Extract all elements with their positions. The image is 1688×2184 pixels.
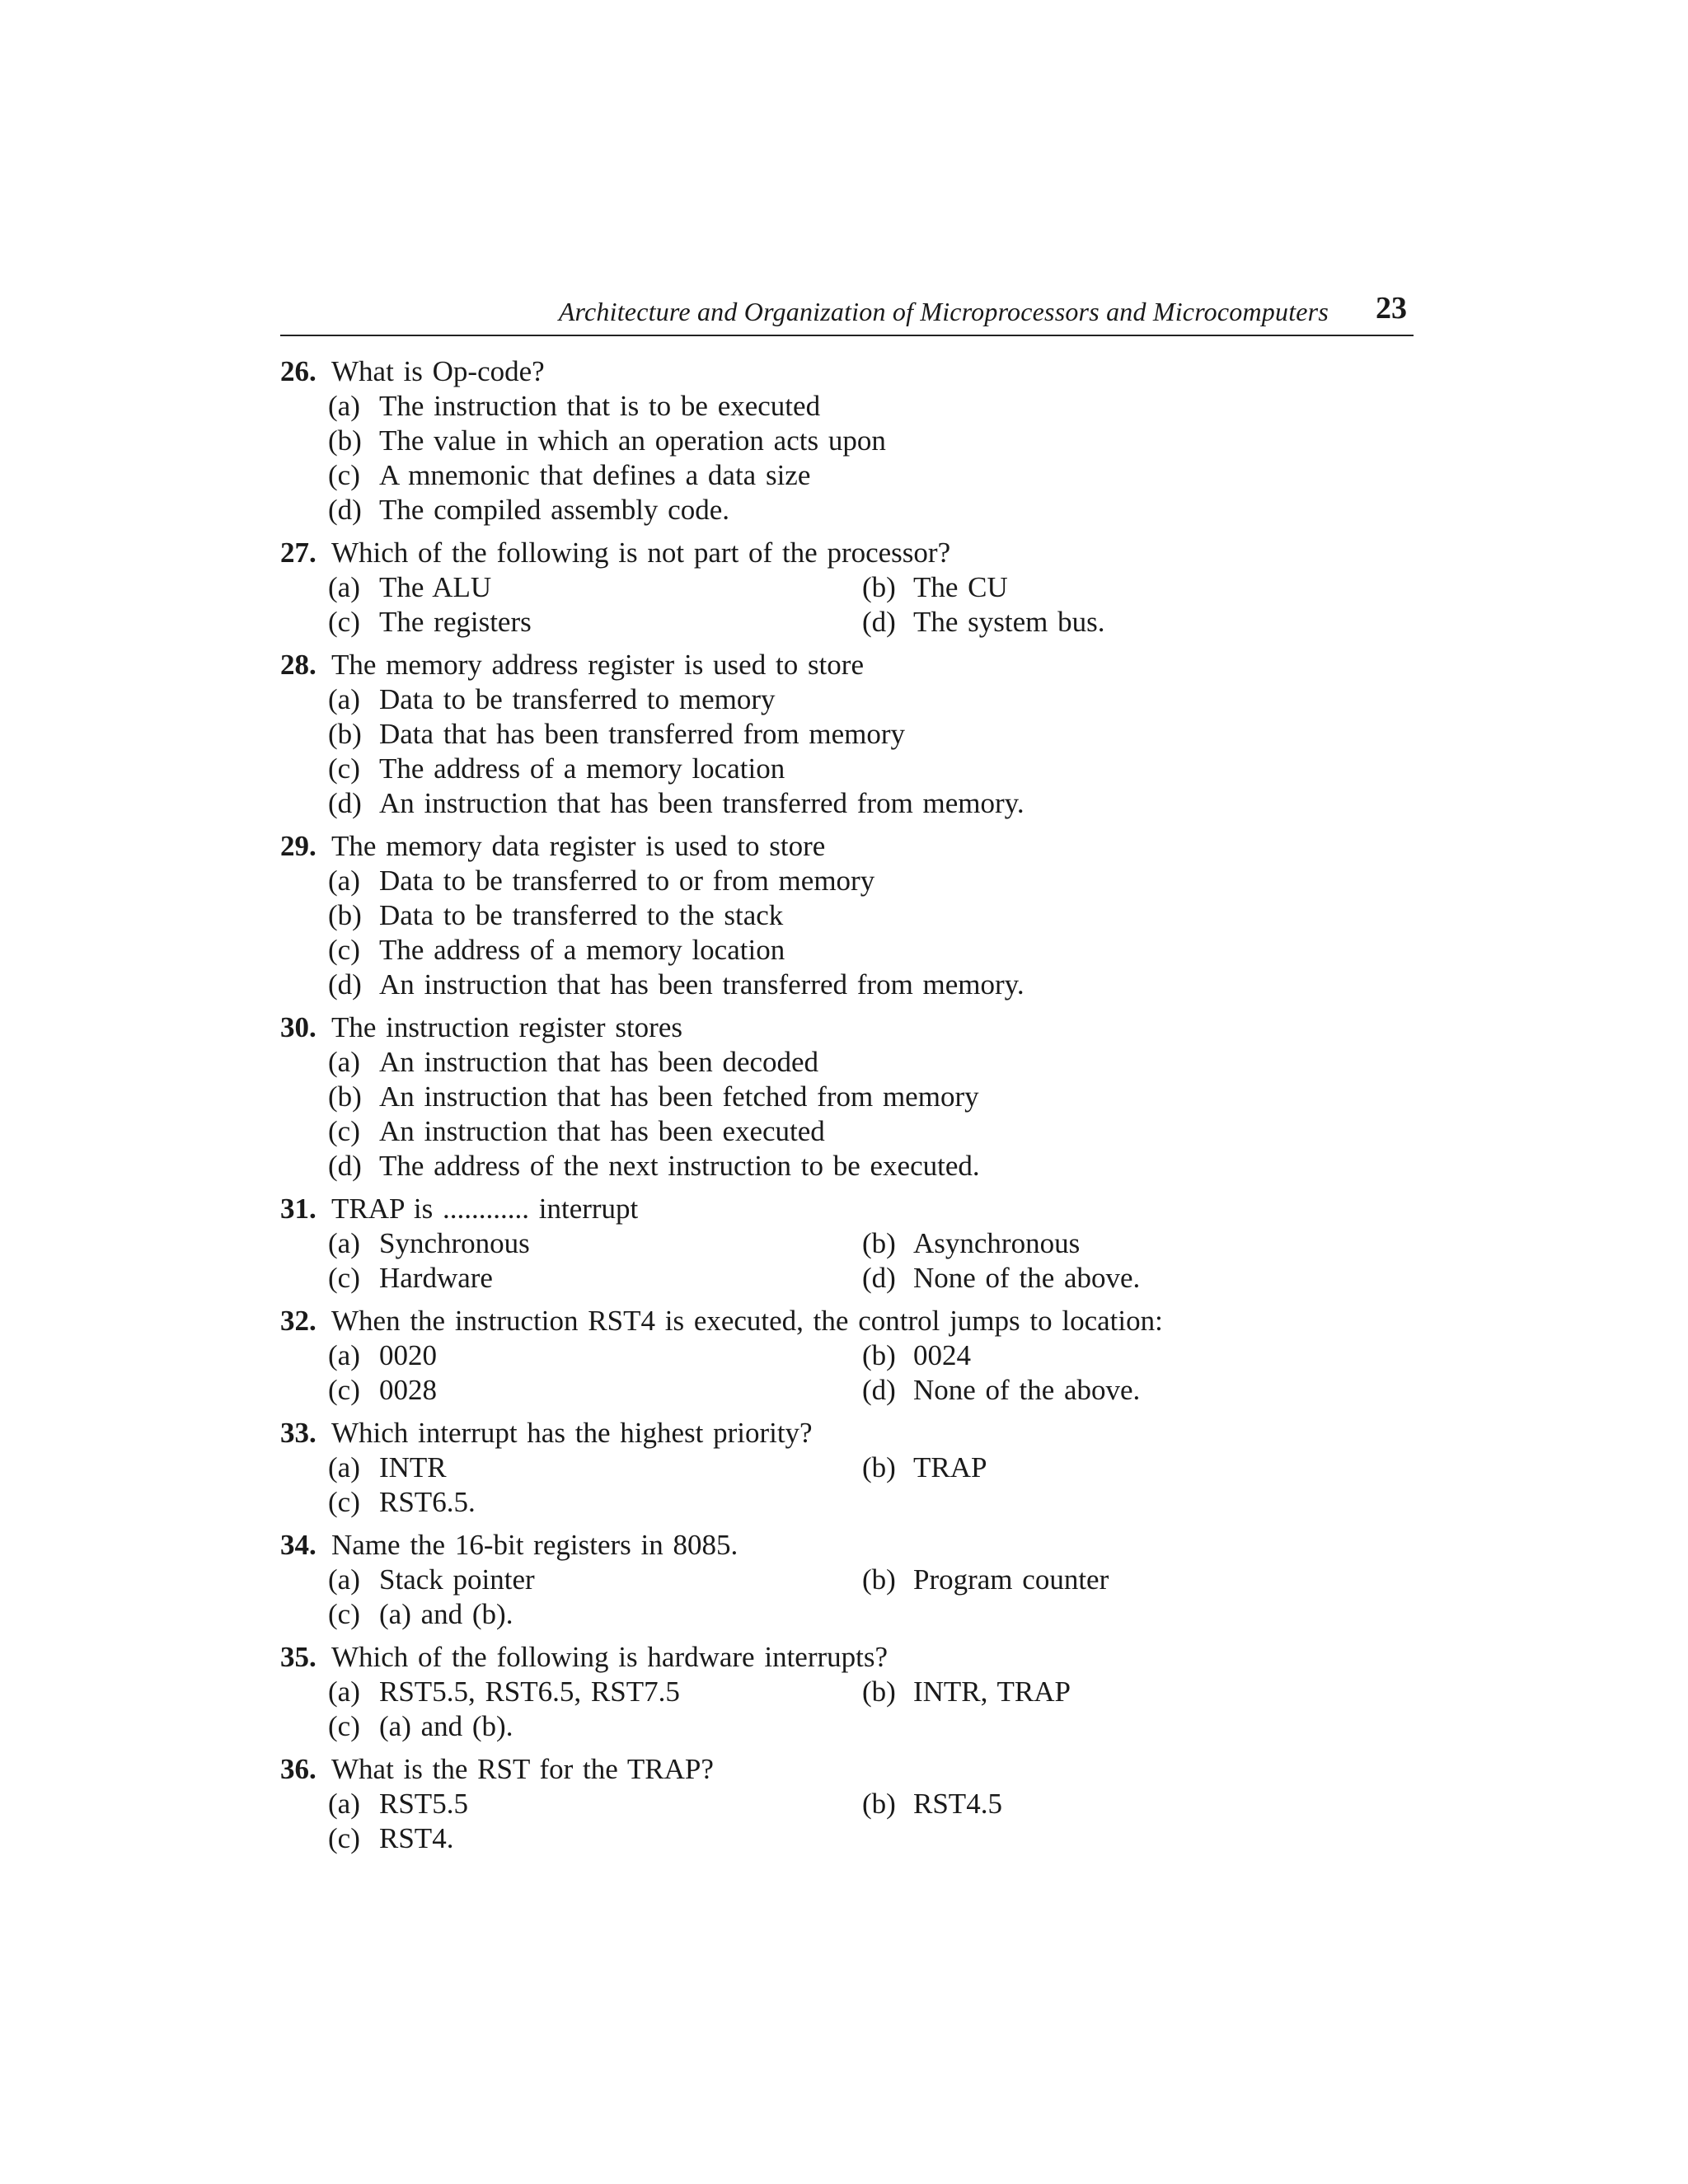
option-label: (a) [328, 1339, 360, 1371]
option-text: 0024 [913, 1339, 971, 1371]
option-text: A mnemonic that defines a data size [379, 459, 811, 491]
question-31 [280, 1192, 1418, 1296]
option-b [862, 1563, 1109, 1597]
option-text: RST4. [379, 1822, 454, 1854]
option-text: An instruction that has been decoded [379, 1046, 819, 1078]
option-text: Hardware [379, 1262, 493, 1294]
question-number: 26. [280, 355, 316, 387]
option-c [328, 1373, 437, 1408]
option-text: Data to be transferred to memory [379, 683, 776, 715]
option-text: Stack pointer [379, 1563, 535, 1596]
header-rule [280, 335, 1414, 336]
question-30 [280, 1010, 1418, 1183]
option-label: (d) [328, 494, 362, 526]
option-b [862, 570, 1008, 605]
option-label: (b) [862, 1451, 896, 1483]
option-a [328, 864, 874, 898]
option-c [328, 1821, 453, 1856]
question-text: What is the RST for the TRAP? [331, 1753, 714, 1785]
option-b [862, 1451, 987, 1485]
option-label: (a) [328, 1451, 360, 1483]
option-text: RST6.5. [379, 1486, 476, 1518]
option-text: The registers [379, 606, 532, 638]
option-text: INTR [379, 1451, 447, 1483]
question-text: The instruction register stores [331, 1011, 682, 1043]
question-number: 29. [280, 830, 316, 862]
option-d [862, 1373, 1140, 1408]
option-c [328, 1709, 513, 1744]
question-number: 30. [280, 1011, 316, 1043]
option-text: The address of a memory location [379, 934, 785, 966]
option-label: (d) [328, 1150, 362, 1182]
option-b [328, 424, 886, 458]
option-b [862, 1226, 1080, 1261]
option-text: The address of a memory location [379, 752, 785, 785]
option-text: Data to be transferred to the stack [379, 899, 784, 931]
option-text: The ALU [379, 571, 492, 603]
option-a [328, 1338, 437, 1373]
option-text: Data that has been transferred from memory [379, 718, 906, 750]
running-header [280, 290, 1414, 336]
option-label: (c) [328, 1262, 360, 1294]
option-label: (b) [328, 424, 362, 457]
option-text: RST4.5 [913, 1788, 1002, 1820]
option-label: (b) [328, 899, 362, 931]
option-label: (b) [328, 1080, 362, 1113]
option-b [862, 1675, 1071, 1709]
option-label: (d) [862, 1262, 896, 1294]
option-text: An instruction that has been transferred from memory. [379, 787, 1025, 819]
option-label: (c) [328, 1822, 360, 1854]
option-label: (d) [862, 606, 896, 638]
question-text: Which of the following is hardware interrupts? [331, 1641, 889, 1673]
question-27 [280, 536, 1418, 640]
option-label: (a) [328, 1046, 360, 1078]
question-26 [280, 354, 1418, 527]
option-d [328, 786, 1025, 821]
question-34 [280, 1528, 1418, 1632]
page-number: 23 [1376, 291, 1407, 326]
option-c [328, 1114, 825, 1149]
option-a [328, 1675, 680, 1709]
option-a [328, 1451, 447, 1485]
option-c [328, 1597, 513, 1632]
option-a [328, 1787, 468, 1821]
option-text: An instruction that has been transferred from memory. [379, 968, 1025, 1001]
option-d [862, 605, 1105, 640]
option-text: RST5.5, RST6.5, RST7.5 [379, 1675, 680, 1708]
question-text: TRAP is ............ interrupt [331, 1193, 639, 1225]
option-label: (b) [862, 571, 896, 603]
option-label: (a) [328, 1788, 360, 1820]
option-label: (a) [328, 1675, 360, 1708]
option-text: Synchronous [379, 1227, 530, 1259]
option-c [328, 458, 810, 493]
option-text: 0020 [379, 1339, 437, 1371]
option-c [328, 1261, 493, 1296]
option-d [328, 968, 1025, 1002]
option-label: (a) [328, 1563, 360, 1596]
option-label: (c) [328, 1115, 360, 1147]
option-label: (c) [328, 1598, 360, 1630]
question-number: 27. [280, 537, 316, 569]
option-text: The value in which an operation acts upon [379, 424, 886, 457]
option-label: (c) [328, 1710, 360, 1742]
running-title: Architecture and Organization of Microprocessors and Microcomputers [558, 297, 1329, 326]
option-label: (b) [862, 1788, 896, 1820]
option-label: (a) [328, 683, 360, 715]
question-text: What is Op-code? [331, 355, 545, 387]
option-text: None of the above. [913, 1262, 1141, 1294]
question-text: The memory address register is used to store [331, 649, 864, 681]
option-label: (d) [862, 1374, 896, 1406]
option-label: (c) [328, 1374, 360, 1406]
option-d [328, 493, 729, 527]
option-b [328, 1080, 979, 1114]
question-number: 33. [280, 1417, 316, 1449]
option-text: The address of the next instruction to be executed. [379, 1150, 980, 1182]
question-text: The memory data register is used to store [331, 830, 826, 862]
option-text: INTR, TRAP [913, 1675, 1071, 1708]
option-a [328, 389, 820, 424]
option-c [328, 933, 785, 968]
question-text: Which interrupt has the highest priority? [331, 1417, 813, 1449]
option-label: (c) [328, 934, 360, 966]
option-text: TRAP [913, 1451, 987, 1483]
option-text: RST5.5 [379, 1788, 468, 1820]
option-label: (b) [862, 1339, 896, 1371]
option-label: (a) [328, 390, 360, 422]
option-label: (a) [328, 1227, 360, 1259]
question-text: Name the 16-bit registers in 8085. [331, 1529, 738, 1561]
question-35 [280, 1640, 1418, 1744]
option-b [328, 717, 905, 752]
option-text: The system bus. [913, 606, 1105, 638]
option-a [328, 1045, 818, 1080]
option-text: None of the above. [913, 1374, 1141, 1406]
option-d [862, 1261, 1140, 1296]
option-c [328, 752, 785, 786]
option-text: The compiled assembly code. [379, 494, 729, 526]
option-label: (b) [862, 1227, 896, 1259]
question-32 [280, 1304, 1418, 1408]
option-label: (c) [328, 606, 360, 638]
option-label: (c) [328, 752, 360, 785]
option-text: The instruction that is to be executed [379, 390, 821, 422]
question-28 [280, 648, 1418, 821]
question-33 [280, 1416, 1418, 1520]
option-d [328, 1149, 980, 1183]
option-label: (a) [328, 571, 360, 603]
option-c [328, 1485, 476, 1520]
question-list [280, 354, 1418, 1864]
option-label: (c) [328, 1486, 360, 1518]
option-label: (c) [328, 459, 360, 491]
option-label: (a) [328, 865, 360, 897]
option-text: (a) and (b). [379, 1598, 513, 1630]
question-text: Which of the following is not part of the processor? [331, 537, 951, 569]
option-a [328, 570, 491, 605]
question-number: 35. [280, 1641, 316, 1673]
question-number: 31. [280, 1193, 316, 1225]
option-b [862, 1338, 971, 1373]
question-number: 32. [280, 1305, 316, 1337]
option-text: Asynchronous [913, 1227, 1081, 1259]
option-c [328, 605, 532, 640]
option-text: Data to be transferred to or from memory [379, 865, 875, 897]
question-36 [280, 1752, 1418, 1856]
option-b [328, 898, 783, 933]
option-a [328, 1226, 530, 1261]
question-number: 34. [280, 1529, 316, 1561]
question-number: 28. [280, 649, 316, 681]
option-a [328, 1563, 535, 1597]
question-number: 36. [280, 1753, 316, 1785]
option-text: (a) and (b). [379, 1710, 513, 1742]
option-text: An instruction that has been executed [379, 1115, 825, 1147]
question-29 [280, 829, 1418, 1002]
option-text: 0028 [379, 1374, 437, 1406]
option-text: The CU [913, 571, 1008, 603]
option-label: (d) [328, 968, 362, 1001]
option-text: An instruction that has been fetched from memory [379, 1080, 979, 1113]
option-a [328, 682, 776, 717]
option-label: (b) [328, 718, 362, 750]
option-label: (d) [328, 787, 362, 819]
option-b [862, 1787, 1002, 1821]
option-label: (b) [862, 1563, 896, 1596]
option-label: (b) [862, 1675, 896, 1708]
option-text: Program counter [913, 1563, 1109, 1596]
question-text: When the instruction RST4 is executed, the control jumps to location: [331, 1305, 1163, 1337]
